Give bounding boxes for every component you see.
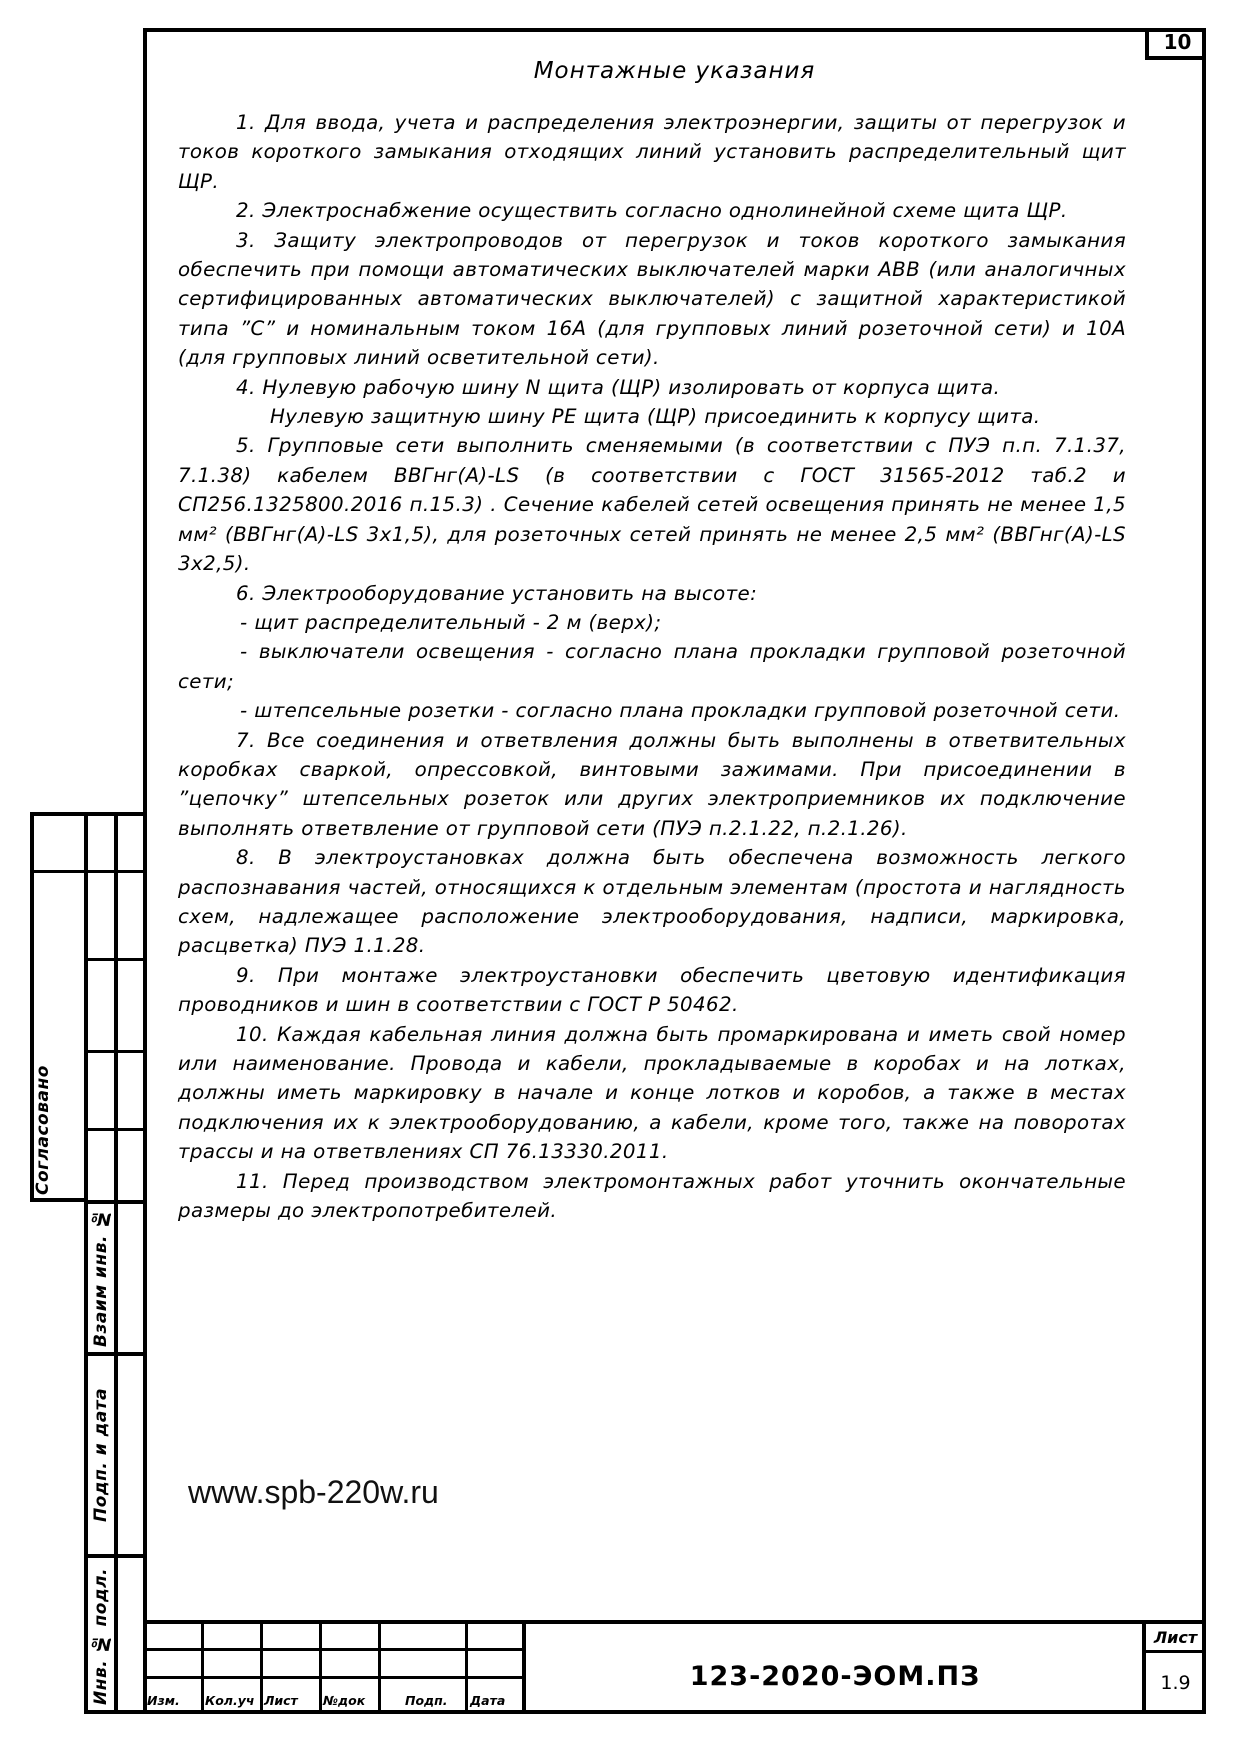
side-divider	[30, 870, 143, 873]
side-divider	[84, 1050, 143, 1053]
document-code: 123-2020-ЭОМ.ПЗ	[689, 1660, 981, 1692]
col-podp: Подп.	[405, 1693, 448, 1708]
col-list: Лист	[264, 1693, 298, 1708]
side-divider	[84, 1128, 143, 1131]
paragraph-9: 9. При монтаже электроустановки обеспечить цветовую идентификация проводников и шин в соответствии с ГОСТ Р 50462.	[178, 963, 1126, 1017]
title-block-column-line	[465, 1620, 468, 1714]
paragraph-2: 2. Электроснабжение осуществить согласно однолинейной схеме щита ЩР.	[236, 199, 1068, 223]
side-label-vzam: Взаим инв. №	[91, 1208, 111, 1348]
paragraph-4b: Нулевую защитную шину PE щита (ЩР) присоединить к корпусу щита.	[270, 405, 1041, 429]
col-data: Дата	[470, 1693, 506, 1708]
list-item-socket-height: - штепсельные розетки - согласно плана прокладки групповой розеточной сети.	[240, 699, 1121, 723]
col-ndok: №док	[323, 1693, 366, 1708]
side-label-inv-podl: Инв. № подл.	[91, 1567, 111, 1705]
list-item-switch-height: - выключатели освещения - согласно плана прокладки групповой розеточной сети;	[178, 640, 1126, 693]
title-block-column-line	[201, 1620, 204, 1714]
paragraph-4: 4. Нулевую рабочую шину N щита (ЩР) изолировать от корпуса щита.	[236, 375, 1001, 399]
list-number: 1.9	[1160, 1672, 1191, 1694]
list-label: Лист	[1153, 1627, 1198, 1647]
paragraph-8: 8. В электроустановках должна быть обеспечена возможность легкого распознавания частей, относящихся к отдельным элементам (простота и наглядность схем, надлежащее расположение электрооборудования, надписи, маркировка, расцветка) ПУЭ 1.1.28.	[178, 846, 1126, 958]
side-label-podp-data: Подп. и дата	[91, 1387, 111, 1523]
side-label-agreed: Согласовано	[33, 1065, 53, 1195]
col-kol-uch: Кол.уч	[205, 1693, 255, 1708]
title-block-column-line	[260, 1620, 263, 1714]
col-izm: Изм.	[147, 1693, 180, 1708]
title-block-column-line	[378, 1620, 381, 1714]
watermark-url: www.spb-220w.ru	[188, 1474, 439, 1510]
sheet-number-top: 10	[1145, 28, 1206, 60]
title-block-column-line	[319, 1620, 322, 1714]
paragraph-3: 3. Защиту электропроводов от перегрузок и токов короткого замыкания обеспечить при помощи автоматических выключателей марки АВВ (или аналогичных сертифицированных автоматических выключателей) с защитной характеристикой типа ”С” и номинальным током 16А (для групповых линий розеточной сети) и 10А (для групповых линий осветительной сети).	[178, 228, 1126, 370]
instructions-body	[178, 108, 1126, 1225]
paragraph-5: 5. Групповые сети выполнить сменяемыми (в соответствии с ПУЭ п.п. 7.1.37, 7.1.38) кабелем ВВГнг(А)-LS (в соответствии с ГОСТ 31565-2012 таб.2 и СП256.1325800.2016 п.15.3) . Сечение кабелей сетей освещения принять не менее 1,5 мм² (ВВГнг(А)-LS 3х1,5), для розеточных сетей принять не менее 2,5 мм² (ВВГнг(А)-LS 3х2,5).	[178, 434, 1126, 576]
page-title: Монтажные указания	[533, 58, 816, 84]
list-item-panel-height: - щит распределительный - 2 м (верх);	[240, 610, 662, 634]
paragraph-10: 10. Каждая кабельная линия должна быть промаркирована и иметь свой номер или наименование. Провода и кабели, прокладываемые в коробах и на лотках, должны иметь маркировку в начале и конце лотков и коробов, а также в местах подключения их к электрооборудованию, а кабели, кроме того, также на поворотах трассы и на ответвлениях СП 76.13330.2011.	[178, 1022, 1126, 1164]
title-block-top-line	[143, 1620, 1206, 1624]
paragraph-1: 1. Для ввода, учета и распределения электроэнергии, защиты от перегрузок и токов короткого замыкания отходящих линий установить распределительный щит ЩР.	[178, 111, 1126, 193]
paragraph-11: 11. Перед производством электромонтажных работ уточнить окончательные размеры до электропотребителей.	[178, 1169, 1126, 1223]
side-divider	[114, 1200, 118, 1714]
side-divider	[84, 958, 143, 961]
paragraph-6: 6. Электрооборудование установить на высоте:	[236, 581, 758, 605]
paragraph-7: 7. Все соединения и ответвления должны быть выполнены в ответвительных коробках сваркой, опрессовкой, винтовыми зажимами. При присоединении в ”цепочку” штепсельных розеток или других электроприемников их подключение выполнять ответвление от групповой сети (ПУЭ п.2.1.22, п.2.1.26).	[178, 728, 1126, 840]
